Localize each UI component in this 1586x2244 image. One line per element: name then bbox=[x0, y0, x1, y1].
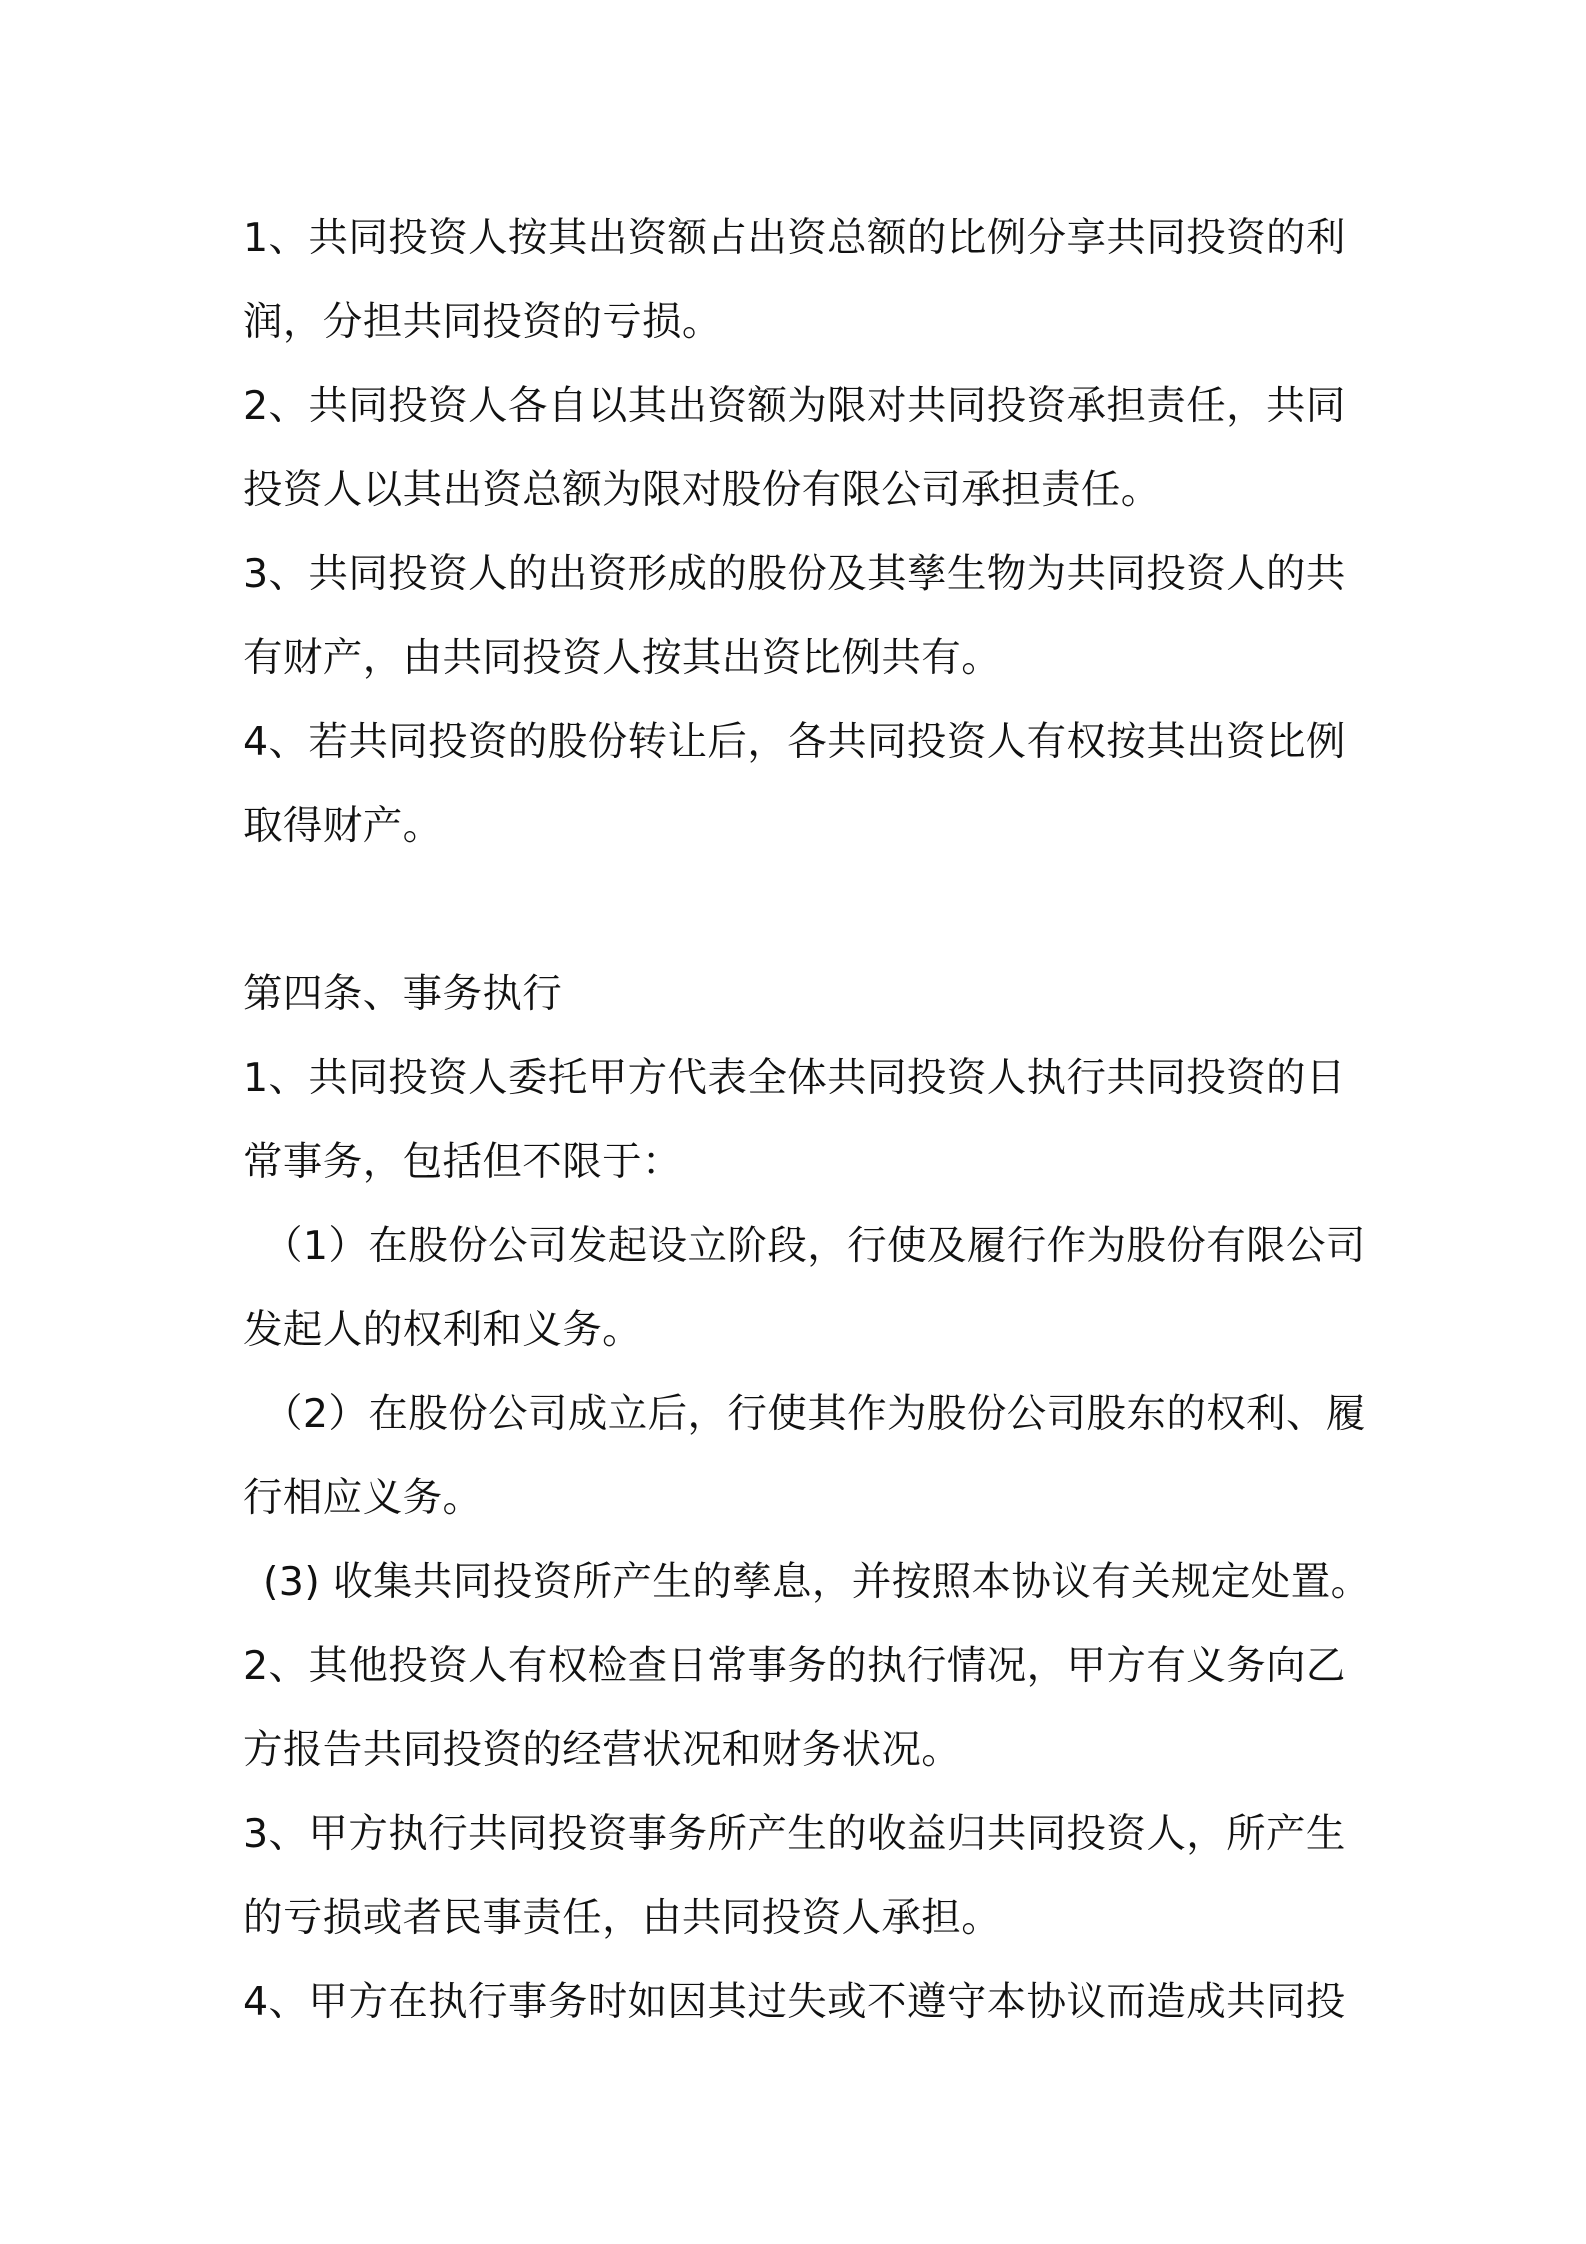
sub-item-1-line-1: （1）在股份公司发起设立阶段，行使及履行作为股份有限公司 bbox=[263, 1223, 1366, 1269]
section-heading: 第四条、事务执行 bbox=[243, 971, 563, 1017]
clause-3-4-line-2: 取得财产。 bbox=[243, 803, 443, 849]
clause-4-4-line-1: 4、甲方在执行事务时如因其过失或不遵守本协议而造成共同投 bbox=[243, 1979, 1346, 2025]
clause-3-1-line-1: 1、共同投资人按其出资额占出资总额的比例分享共同投资的利 bbox=[243, 215, 1346, 261]
clause-3-4-line-1: 4、若共同投资的股份转让后，各共同投资人有权按其出资比例 bbox=[243, 719, 1346, 765]
clause-3-2-line-2: 投资人以其出资总额为限对股份有限公司承担责任。 bbox=[243, 467, 1161, 513]
clause-3-3-line-1: 3、共同投资人的出资形成的股份及其孳生物为共同投资人的共 bbox=[243, 551, 1346, 597]
clause-3-2-line-1: 2、共同投资人各自以其出资额为限对共同投资承担责任，共同 bbox=[243, 383, 1346, 429]
clause-4-1-line-1: 1、共同投资人委托甲方代表全体共同投资人执行共同投资的日 bbox=[243, 1055, 1346, 1101]
sub-item-3-line-1: (3) 收集共同投资所产生的孳息，并按照本协议有关规定处置。 bbox=[263, 1559, 1371, 1605]
clause-4-2-line-2: 方报告共同投资的经营状况和财务状况。 bbox=[243, 1727, 962, 1773]
sub-item-2-line-2: 行相应义务。 bbox=[243, 1475, 483, 1521]
clause-4-3-line-2: 的亏损或者民事责任，由共同投资人承担。 bbox=[243, 1895, 1002, 1941]
section-gap bbox=[243, 868, 1355, 952]
clause-4-1-line-2: 常事务，包括但不限于： bbox=[243, 1139, 682, 1185]
clause-3-3-line-2: 有财产，由共同投资人按其出资比例共有。 bbox=[243, 635, 1002, 681]
sub-item-2-line-1: （2）在股份公司成立后，行使其作为股份公司股东的权利、履 bbox=[263, 1391, 1366, 1437]
clause-3-1-line-2: 润，分担共同投资的亏损。 bbox=[243, 299, 722, 345]
clause-4-3-line-1: 3、甲方执行共同投资事务所产生的收益归共同投资人，所产生 bbox=[243, 1811, 1346, 1857]
document-body bbox=[243, 196, 1371, 2044]
clause-4-2-line-1: 2、其他投资人有权检查日常事务的执行情况，甲方有义务向乙 bbox=[243, 1643, 1346, 1689]
sub-item-1-line-2: 发起人的权利和义务。 bbox=[243, 1307, 642, 1353]
